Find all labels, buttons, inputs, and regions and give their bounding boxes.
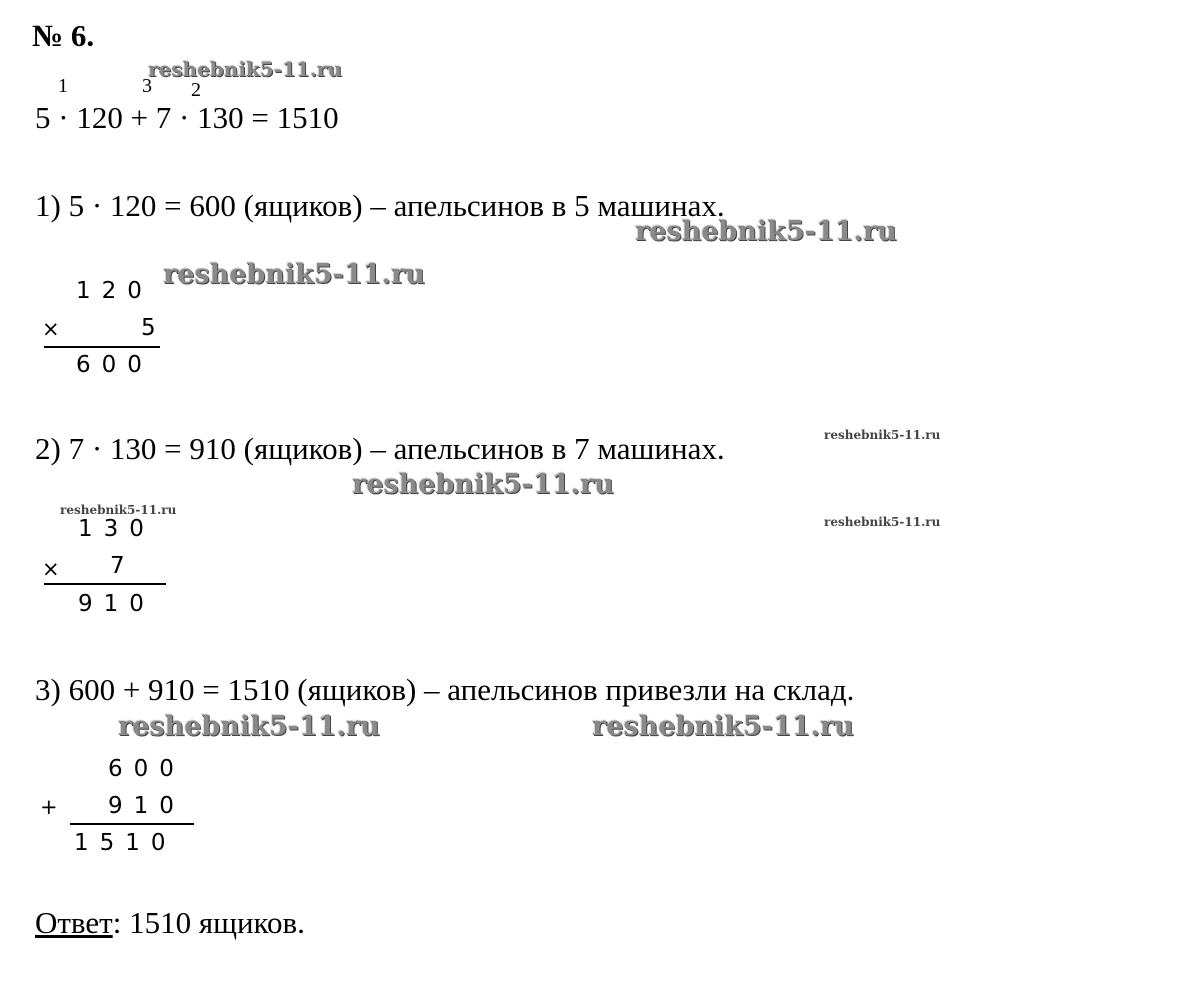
order-mark-3: 3 (142, 75, 152, 97)
plus-sign: + (40, 795, 58, 819)
column-result: 910 (78, 591, 155, 617)
column-bottom-number: 5 (141, 315, 167, 341)
answer-text: : 1510 ящиков. (112, 905, 305, 940)
step-3-text: 3) 600 + 910 = 1510 (ящиков) – апельсинов привезли на склад. (35, 672, 855, 707)
column-top-number: 600 (108, 756, 185, 782)
column-bottom-number: 7 (110, 553, 136, 579)
watermark: reshebnik5-11.ru (163, 259, 425, 290)
watermark: reshebnik5-11.ru (592, 711, 854, 742)
watermark: reshebnik5-11.ru (148, 57, 342, 81)
column-rule (44, 583, 166, 585)
step-1-text: 1) 5 · 120 = 600 (ящиков) – апельсинов в 5 машинах. (35, 188, 725, 223)
column-top-number: 130 (78, 516, 155, 542)
watermark: reshebnik5-11.ru (824, 428, 941, 442)
multiply-sign: × (42, 557, 60, 581)
watermark: reshebnik5-11.ru (60, 503, 177, 517)
column-rule (44, 346, 160, 348)
column-result: 1510 (74, 830, 177, 856)
order-mark-2: 2 (191, 79, 201, 101)
step-2-text: 2) 7 · 130 = 910 (ящиков) – апельсинов в 7 машинах. (35, 431, 725, 466)
column-top-number: 120 (76, 278, 153, 304)
watermark: reshebnik5-11.ru (352, 469, 614, 500)
order-mark-1: 1 (58, 75, 68, 97)
answer-line (35, 905, 305, 941)
watermark: reshebnik5-11.ru (824, 515, 941, 529)
column-result: 600 (76, 352, 153, 378)
multiply-sign: × (42, 317, 60, 341)
column-bottom-number: 910 (108, 793, 185, 819)
watermark: reshebnik5-11.ru (118, 711, 380, 742)
problem-title: № 6. (32, 18, 95, 53)
main-expression: 5 · 120 + 7 · 130 = 1510 (35, 100, 339, 135)
column-rule (70, 823, 194, 825)
watermark: reshebnik5-11.ru (635, 216, 897, 247)
answer-label: Ответ (35, 905, 113, 940)
